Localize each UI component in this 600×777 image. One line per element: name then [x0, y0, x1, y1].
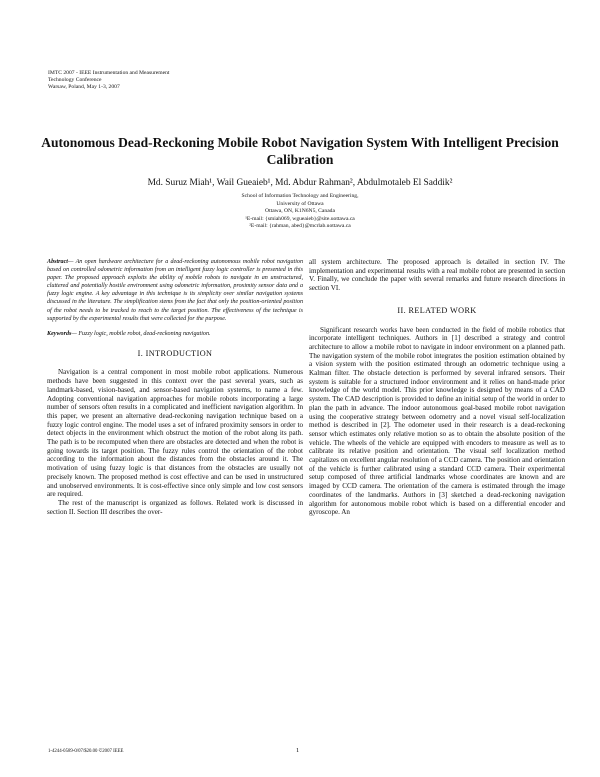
overview-paragraph: all system architecture. The proposed approach is detailed in section IV. The implementation and experimental results with a real mobile robot are presented in section V. Finally, we conclude the paper with several remarks and future research directions in section VI.	[309, 258, 565, 293]
right-column	[309, 258, 565, 517]
section-heading-introduction: I. INTRODUCTION	[137, 348, 213, 358]
section-heading-related-work: II. RELATED WORK	[397, 305, 477, 315]
left-column	[47, 258, 303, 516]
abstract-label: Abstract	[47, 259, 68, 265]
abstract-text: — An open hardware architecture for a dead-reckoning autonomous mobile robot navigation based on controlled odometric information from an intelligent fuzzy logic controller is presented in this paper. The proposed approach exploits the ability of mobile robots to navigate in an unstructured, cluttered and potentially hostile environment using odometric information, proximity sensor data and a fuzzy logic engine. A key advantage in this technique is its simplicity over similar navigation systems discussed in the literature. The simplification stems from the fact that only the position-oriented position of the robot needs to be tracked to reach to the target position. The effectiveness of the technique is supported by the experimental results that were collected for the purpose.	[47, 259, 303, 322]
affiliation-email-1: ¹E-mail: {smiah069, wgueaieb}@site.uottawa.ca	[245, 215, 355, 222]
affiliation-line-3: Ottawa, ON, K1N6N5, Canada	[265, 208, 335, 215]
affiliation-line-1: School of Information Technology and Engineering,	[241, 193, 359, 199]
copyright-footer: 1-4244-0589-0/07/$20.00 ©2007 IEEE	[48, 749, 124, 754]
conference-info	[48, 70, 348, 91]
conference-line-2: Technology Conference	[48, 77, 102, 83]
author-list: Md. Suruz Miah¹, Wail Gueaieb¹, Md. Abdur Rahman², Abdulmotaleb El Saddik²	[147, 178, 453, 188]
intro-paragraph-1: Navigation is a central component in most mobile robot applications. Numerous methods have been suggested in this context over the past several years, such as landmark-based, vision-based, and sensor-based navigation systems, to name a few. Adopting conventional navigation approaches for mobile robots incorporating a large number of sensors often results in a complicated and inefficient navigation algorithm. In this paper, we present an alternative dead-reckoning navigation technique based on a fuzzy logic control engine. The model uses a set of infrared proximity sensors in order to detect objects in the environment which obstruct the motion of the robot along its path. The path is to be recomputed when there are obstacles are detected and when the robot is going towards its target position. The fuzzy rules control the orientation of the robot according to the information about the distances from the obstacles around it. The motivation of using fuzzy logic is that distances from the obstacles are usually not precisely known. The proposed method is cost effective and can be used in unstructured and unobserved environments. It is cost-effective since only simple and low cost sensors are required.	[47, 368, 303, 499]
related-work-paragraph: Significant research works have been conducted in the field of mobile robotics that incorporate intelligent techniques. Authors in [1] described a strategy and control architecture to allow a mobile robot to navigate in indoor environment on a planned path. The navigation system of the mobile robot integrates the position estimation obtained by a vision system with the position estimated through an odometric technique using a Kalman filter. The obstacle detection is performed by several infrared sensors. Their system is suitable for a structured indoor environment and it relies on hand-made prior knowledge of the world model. This prior knowledge is designed by means of a CAD system. The CAD description is provided to define an initial setup of the world in order to plan the path in advance. The indoor autonomous goal-based mobile robot navigation using the cooperative strategy between odometry and a novel visual self-localization method is described in [2]. The odometer used in their research is a dead-reckoning sensor which estimates only relative motion so as to obtain the absolute position of the vehicle. The wheels of the vehicle are equipped with encoders to measure as well as to calibrate its relative position and orientation. The visual self localization method capitalizes on excellent angular resolution of a CCD camera. The position and orientation of the vehicle is further calibrated using a standard CCD camera. Their experimental setup composed of three artificial landmarks whose coordinates are known and are imaged by CCD camera. The orientation of the camera is estimated through the image coordinates of the landmarks. Authors in [3] sketched a dead-reckoning navigation algorithm for autonomous mobile robot which is based on a differential encoder and gyroscope. An	[309, 325, 565, 517]
intro-paragraph-2: The rest of the manuscript is organized as follows. Related work is discussed in section II. Section III describes the over-	[47, 499, 303, 516]
affiliation-block	[150, 193, 450, 231]
abstract	[47, 258, 303, 323]
affiliation-email-2: ²E-mail: {rahman, abed}@mcrlab.uottawa.ca	[249, 223, 351, 230]
paper-title: Autonomous Dead-Reckoning Mobile Robot Navigation System With Intelligent Precision Calibration	[41, 135, 559, 167]
keywords-label: Keywords	[47, 330, 72, 337]
conference-line-3: Warsaw, Poland, May 1-3, 2007	[48, 84, 120, 90]
keywords-text: — Fuzzy logic, mobile robot, dead-reckoning navigation.	[71, 330, 211, 337]
keywords	[47, 330, 303, 338]
page-number: 1	[296, 747, 300, 754]
affiliation-line-2: University of Ottawa	[276, 200, 324, 207]
conference-line-1: IMTC 2007 - IEEE Instrumentation and Measurement	[48, 70, 170, 76]
